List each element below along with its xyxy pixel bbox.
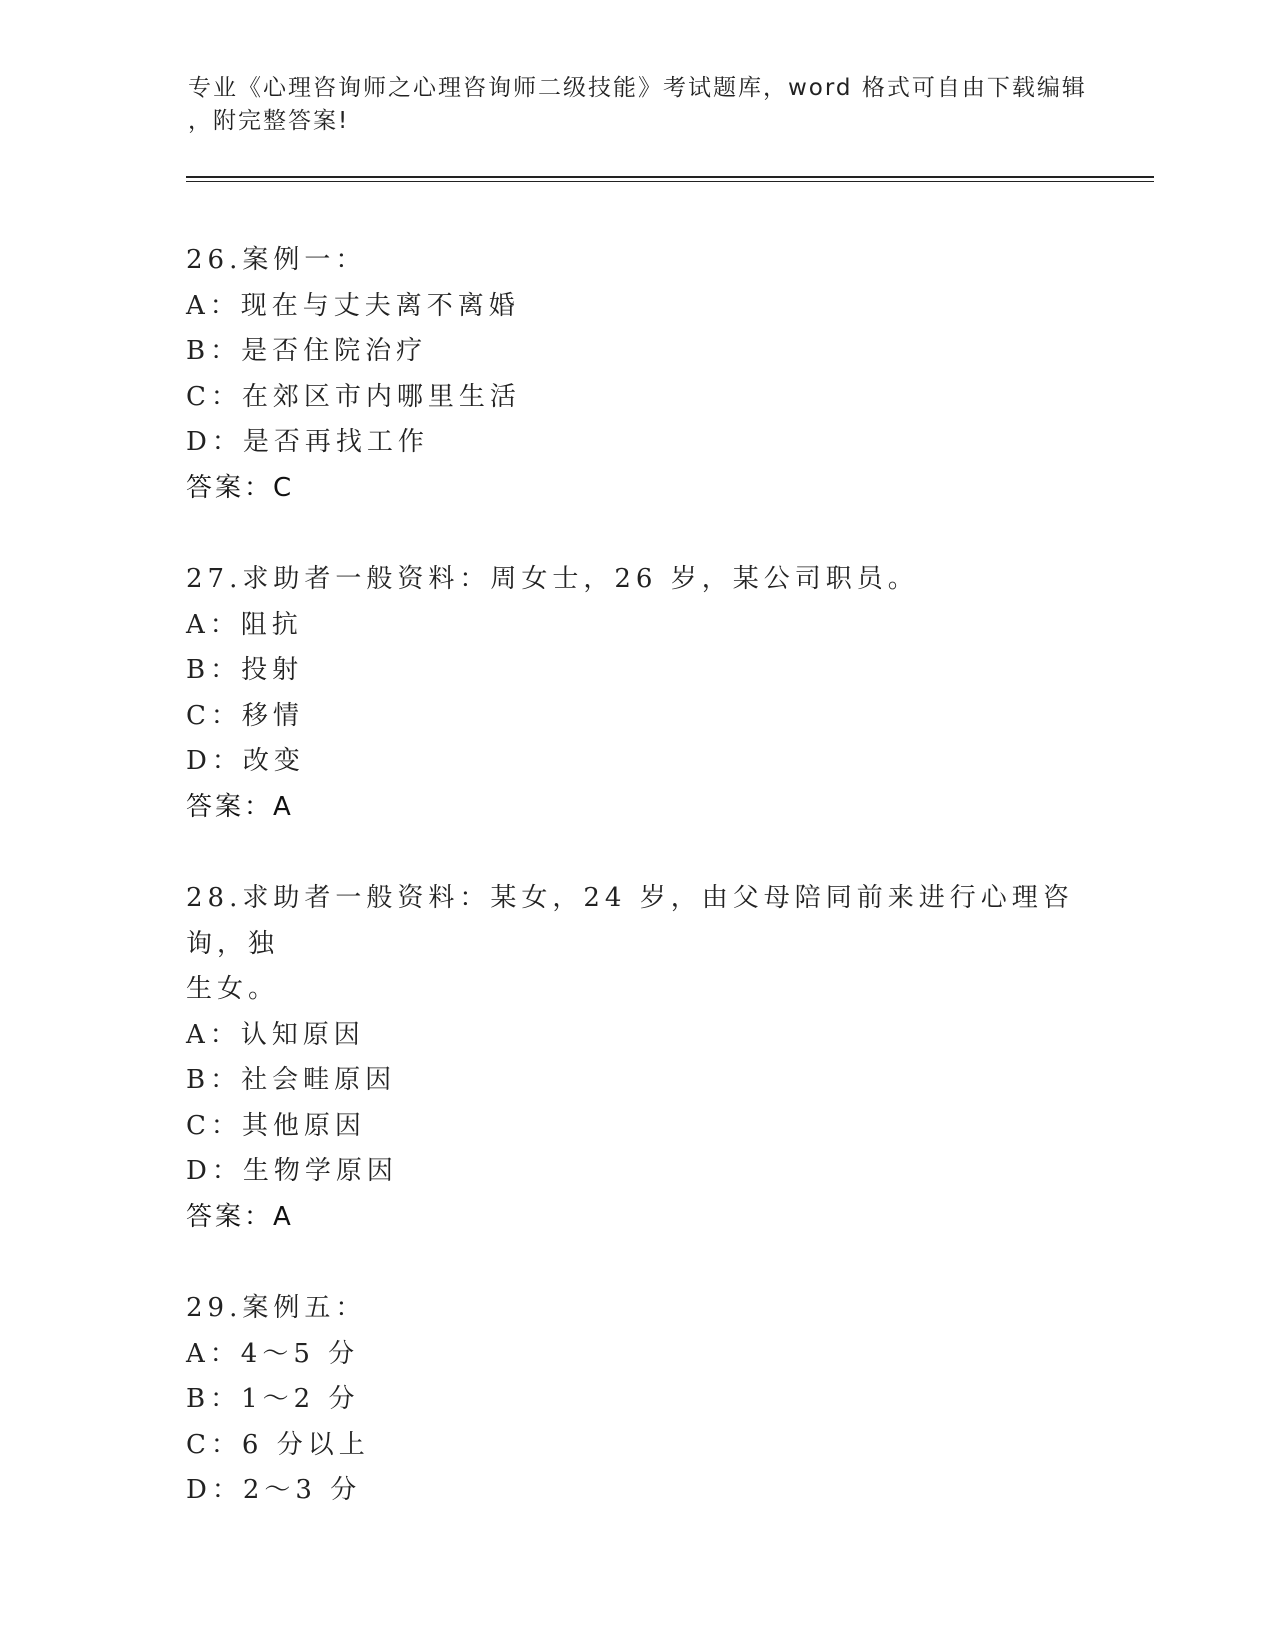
question-26	[186, 238, 1086, 511]
option-a: A：认知原因	[186, 1019, 365, 1050]
question-stem-continued: 生女。	[186, 974, 280, 1004]
option-a: A：阻抗	[186, 609, 303, 640]
header-divider-thin	[186, 181, 1154, 182]
answer-line: 答案：C	[186, 472, 295, 503]
option-d: D：2～3 分	[186, 1475, 362, 1505]
header-line-1: 专业《心理咨询师之心理咨询师二级技能》考试题库，word 格式可自由下载编辑	[188, 75, 1087, 101]
question-stem: 28.求助者一般资料：某女，24 岁，由父母陪同前来进行心理咨询，独	[186, 883, 1074, 959]
option-b: B：社会畦原因	[186, 1065, 397, 1095]
option-c: C：其他原因	[186, 1110, 366, 1141]
option-d: D：改变	[186, 746, 305, 776]
option-a: A：现在与丈夫离不离婚	[186, 290, 520, 321]
question-list	[186, 238, 1086, 1560]
option-d: D：生物学原因	[186, 1156, 398, 1186]
option-c: C：在郊区市内哪里生活	[186, 381, 521, 412]
answer-line: 答案：A	[186, 791, 294, 822]
option-d: D：是否再找工作	[186, 427, 429, 457]
question-stem: 29.案例五：	[186, 1293, 367, 1323]
question-27	[186, 557, 1086, 830]
header-line-2: ，附完整答案!	[188, 108, 350, 134]
question-28	[186, 876, 1086, 1240]
question-stem: 26.案例一：	[186, 245, 367, 275]
question-29	[186, 1286, 1086, 1514]
option-b: B：投射	[186, 655, 304, 685]
option-c: C：移情	[186, 700, 304, 731]
option-b: B：1～2 分	[186, 1384, 360, 1414]
answer-line: 答案：A	[186, 1201, 294, 1232]
option-b: B：是否住院治疗	[186, 336, 428, 366]
option-c: C：6 分以上	[186, 1429, 370, 1460]
question-stem: 27.求助者一般资料：周女士，26 岁，某公司职员。	[186, 564, 919, 594]
document-header	[188, 72, 1088, 138]
header-divider-thick	[186, 176, 1154, 178]
option-a: A：4～5 分	[186, 1338, 360, 1369]
